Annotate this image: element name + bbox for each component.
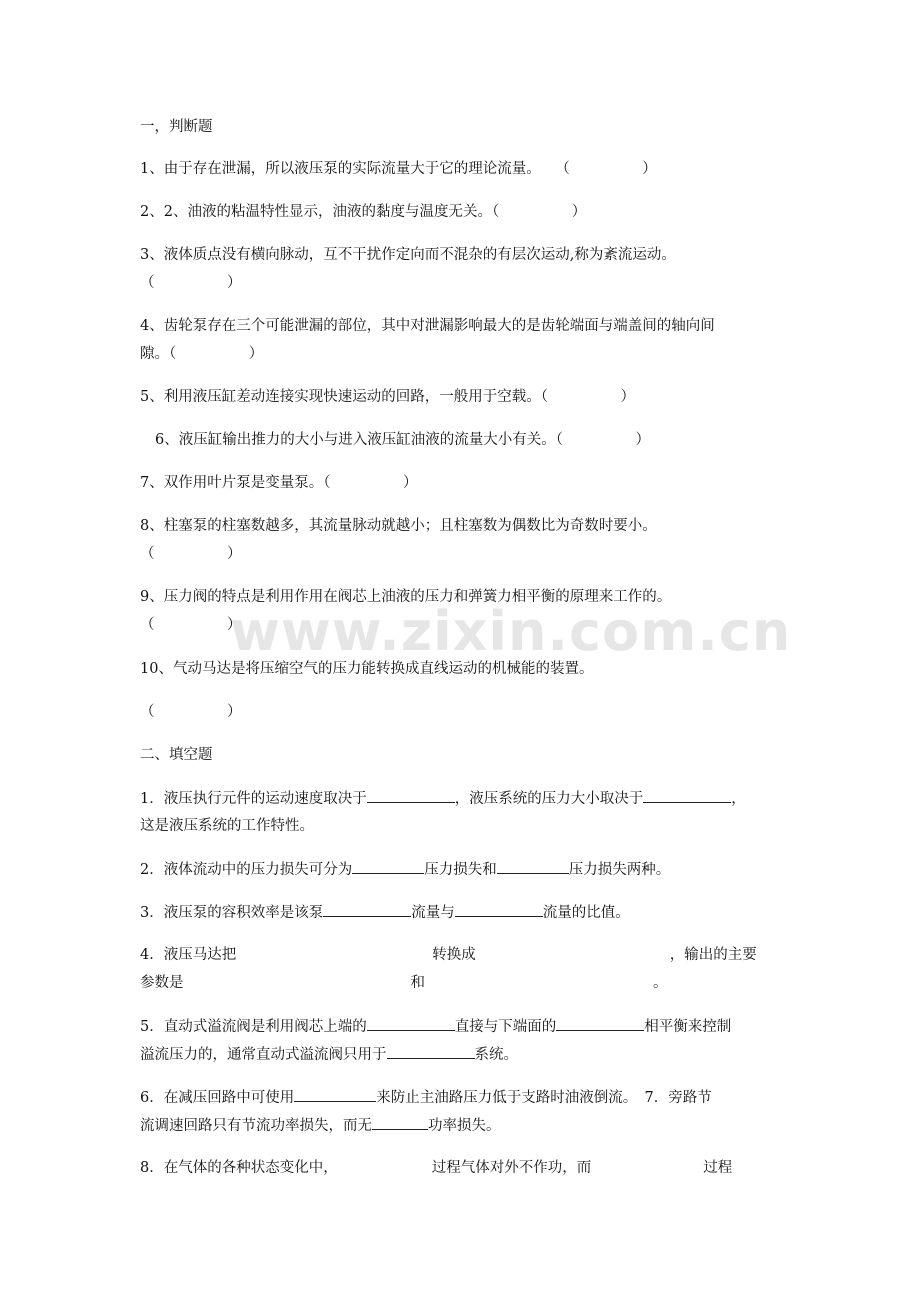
question-4-line-2: 隙。（ ） <box>140 346 264 362</box>
answer-blank[interactable] <box>367 1016 455 1031</box>
fill-question-5-line-2 <box>140 1044 782 1065</box>
question-7: 7、双作用叶片泵是变量泵。（ ） <box>140 475 418 491</box>
fill-2-text-b: 压力损失和 <box>424 862 497 878</box>
fill-3-text-a: 3．液压泵的容积效率是该泵 <box>140 905 324 921</box>
question-8-line-1: 8、柱塞泵的柱塞数越多，其流量脉动就越小；且柱塞数为偶数比为奇数时要小。 <box>140 518 657 534</box>
answer-blank[interactable] <box>352 859 424 874</box>
fill-question-1-line-2: 这是液压系统的工作特性。 <box>140 818 314 834</box>
fill-4-text-e: 和 <box>410 975 425 991</box>
answer-blank[interactable] <box>556 1016 644 1031</box>
watermark-text: www.zixin.com.cn <box>230 600 792 663</box>
fill-4-text-b: 转换成 <box>432 947 476 963</box>
section-title-fill-in: 二、填空题 <box>140 747 213 763</box>
section-title-judgement: 一，判断题 <box>140 119 213 135</box>
fill-4-text-c: ，输出的主要 <box>669 947 757 963</box>
fill-question-7-line <box>140 1115 782 1136</box>
question-3-line-1: 3、液体质点没有横向脉动，互不干扰作定向而不混杂的有层次运动,称为紊流运动。 <box>140 247 676 263</box>
question-1: 1、由于存在泄漏，所以液压泵的实际流量大于它的理论流量。 （ ） <box>140 161 657 177</box>
question-9-line-2: （ ） <box>140 617 242 633</box>
fill-5-text-e: 系统。 <box>474 1047 518 1063</box>
fill-question-5-line-1 <box>140 1016 782 1037</box>
fill-5-text-d: 溢流压力的，通常直动式溢流阀只用于 <box>140 1047 387 1063</box>
fill-question-6-line-1 <box>140 1087 782 1108</box>
fill-4-text-d: 参数是 <box>140 975 184 991</box>
answer-blank[interactable] <box>323 902 411 917</box>
fill-1-text-a: 1．液压执行元件的运动速度取决于 <box>140 791 367 807</box>
fill-6-text-b: 来防止主油路压力低于支路时油液倒流。 7．旁路节 <box>376 1090 712 1106</box>
fill-8-text-b: 过程气体对外不作功，而 <box>431 1160 592 1176</box>
fill-2-text-c: 压力损失两种。 <box>568 862 671 878</box>
question-8-line-2: （ ） <box>140 546 242 562</box>
fill-4-text-f: 。 <box>653 975 668 991</box>
fill-2-text-a: 2．液体流动中的压力损失可分为 <box>140 862 353 878</box>
fill-question-4-line-1 <box>140 945 782 965</box>
question-6: 6、液压缸输出推力的大小与进入液压缸油液的流量大小有关。（ ） <box>155 432 650 448</box>
fill-5-text-b: 直接与下端面的 <box>454 1019 557 1035</box>
fill-5-text-c: 相平衡来控制 <box>644 1019 732 1035</box>
question-10: 10、气动马达是将压缩空气的压力能转换成直线运动的机械能的装置。 <box>140 661 594 677</box>
fill-4-text-a: 4．液压马达把 <box>140 947 237 963</box>
fill-1-text-b: ，液压系统的压力大小取决于 <box>454 791 644 807</box>
fill-7-text-a: 流调速回路只有节流功率损失，而无 <box>140 1118 372 1134</box>
question-5: 5、利用液压缸差动连接实现快速运动的回路，一般用于空载。（ ） <box>140 389 635 405</box>
fill-8-text-a: 8．在气体的各种状态变化中， <box>140 1160 338 1176</box>
fill-question-4-line-2 <box>140 973 782 993</box>
answer-blank[interactable] <box>455 902 543 917</box>
question-3-line-2: （ ） <box>140 275 242 291</box>
answer-blank[interactable] <box>294 1087 376 1102</box>
question-10-answer-bracket: （ ） <box>140 704 242 720</box>
answer-blank[interactable] <box>497 859 569 874</box>
answer-blank[interactable] <box>372 1115 428 1130</box>
fill-8-text-c: 过程 <box>703 1160 733 1176</box>
fill-3-text-c: 流量的比值。 <box>542 905 630 921</box>
fill-6-text-a: 6．在减压回路中可使用 <box>140 1090 295 1106</box>
fill-7-text-b: 功率损失。 <box>428 1118 501 1134</box>
answer-blank[interactable] <box>387 1044 475 1059</box>
fill-question-2 <box>140 859 782 880</box>
question-2: 2、2、油液的粘温特性显示，油液的黏度与温度无关。（ ） <box>140 204 587 220</box>
question-4-line-1: 4、齿轮泵存在三个可能泄漏的部位，其中对泄漏影响最大的是齿轮端面与端盖间的轴向间 <box>140 318 715 334</box>
fill-3-text-b: 流量与 <box>411 905 455 921</box>
fill-5-text-a: 5．直动式溢流阀是利用阀芯上端的 <box>140 1019 367 1035</box>
fill-question-3 <box>140 902 782 923</box>
answer-blank[interactable] <box>367 788 455 803</box>
fill-1-text-c: ， <box>731 791 746 807</box>
question-9-line-1: 9、压力阀的特点是利用作用在阀芯上油液的压力和弹簧力相平衡的原理来工作的。 <box>140 589 672 605</box>
fill-question-8-line-1 <box>140 1158 782 1178</box>
answer-blank[interactable] <box>643 788 731 803</box>
fill-question-1-line-1 <box>140 788 782 809</box>
